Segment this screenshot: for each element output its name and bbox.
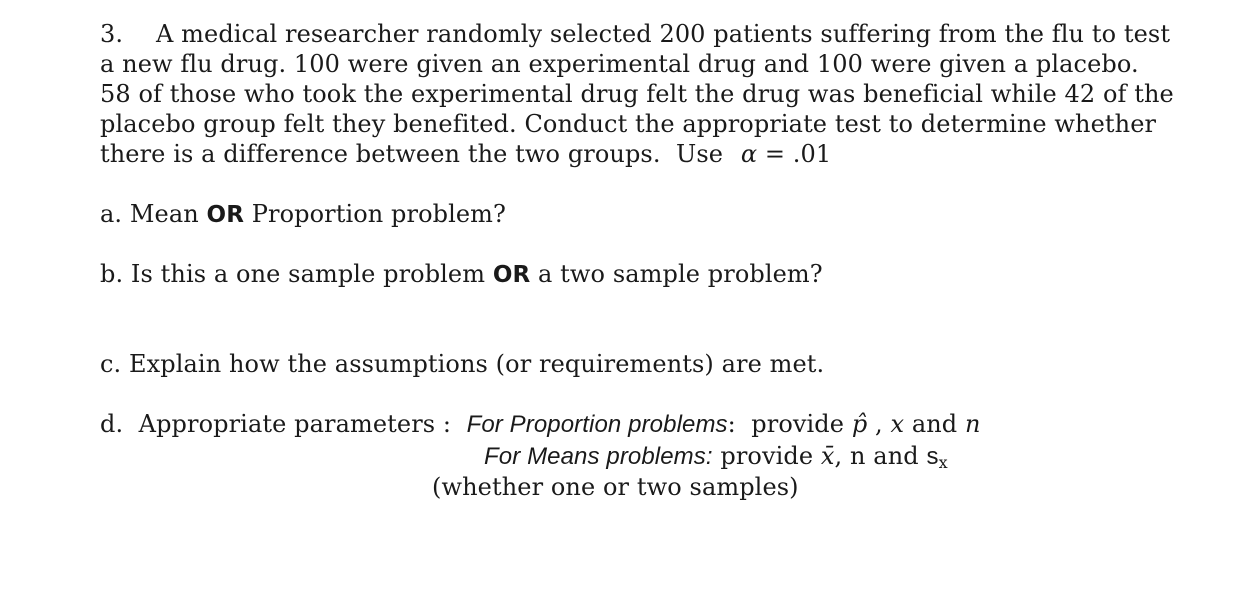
part-d-note-text: (whether one or two samples): [432, 473, 799, 501]
part-d-note: [432, 472, 799, 502]
question-stem-line-1: [100, 19, 1170, 49]
part-a-label: a.: [100, 200, 123, 228]
x-bar-symbol: x̄: [820, 442, 835, 470]
proportion-label: For Proportion problems: [466, 411, 728, 438]
part-b-before: Is this a one sample problem: [123, 260, 493, 288]
stem-text-3: 58 of those who took the experimental drug felt the drug was beneficial while 42 of the: [100, 80, 1174, 108]
n-variable: n: [965, 410, 981, 438]
part-b-after: a two sample problem?: [530, 260, 823, 288]
part-a-bold: OR: [206, 202, 245, 228]
x-variable: x: [890, 410, 905, 438]
part-c-text: Explain how the assumptions (or requirements) are met.: [121, 350, 825, 378]
means-rest: , n and: [834, 442, 927, 470]
part-b-label: b.: [100, 260, 124, 288]
part-c-label: c.: [100, 350, 122, 378]
alpha-value: = .01: [757, 140, 832, 168]
s-symbol: s: [926, 443, 939, 470]
question-stem-line-4: [100, 109, 1156, 139]
and-1: and: [904, 410, 965, 438]
means-label: For Means problems:: [484, 443, 713, 470]
question-stem-line-2: [100, 49, 1139, 79]
p-hat-symbol: p̂: [851, 410, 868, 438]
proportion-colon: : provide: [727, 410, 852, 438]
stem-text-4: placebo group felt they benefited. Conduct the appropriate test to determine whether: [100, 110, 1157, 138]
sep-1: ,: [867, 410, 891, 438]
question-stem-line-5: [100, 139, 831, 169]
means-provide: provide: [712, 442, 821, 470]
part-d-means-line: [484, 441, 948, 474]
alpha-symbol: α: [740, 140, 758, 168]
stem-text-2: a new flu drug. 100 were given an experimental drug and 100 were given a placebo.: [100, 50, 1139, 78]
stem-text-1: A medical researcher randomly selected 200 patients suffering from the flu to test: [156, 20, 1171, 48]
part-a-after: Proportion problem?: [244, 200, 507, 228]
part-a: [100, 199, 506, 230]
stem-text-5: there is a difference between the two groups. Use: [100, 140, 731, 168]
part-d: [100, 409, 981, 440]
s-subscript: x: [938, 453, 948, 472]
part-d-label: d.: [100, 410, 124, 438]
part-b: [100, 259, 823, 290]
part-c: [100, 349, 824, 379]
question-number: 3.: [100, 20, 124, 48]
question-stem-line-3: [100, 79, 1174, 109]
part-a-before: Mean: [122, 200, 207, 228]
part-b-bold: OR: [492, 262, 531, 288]
part-d-prefix: Appropriate parameters :: [123, 410, 467, 438]
